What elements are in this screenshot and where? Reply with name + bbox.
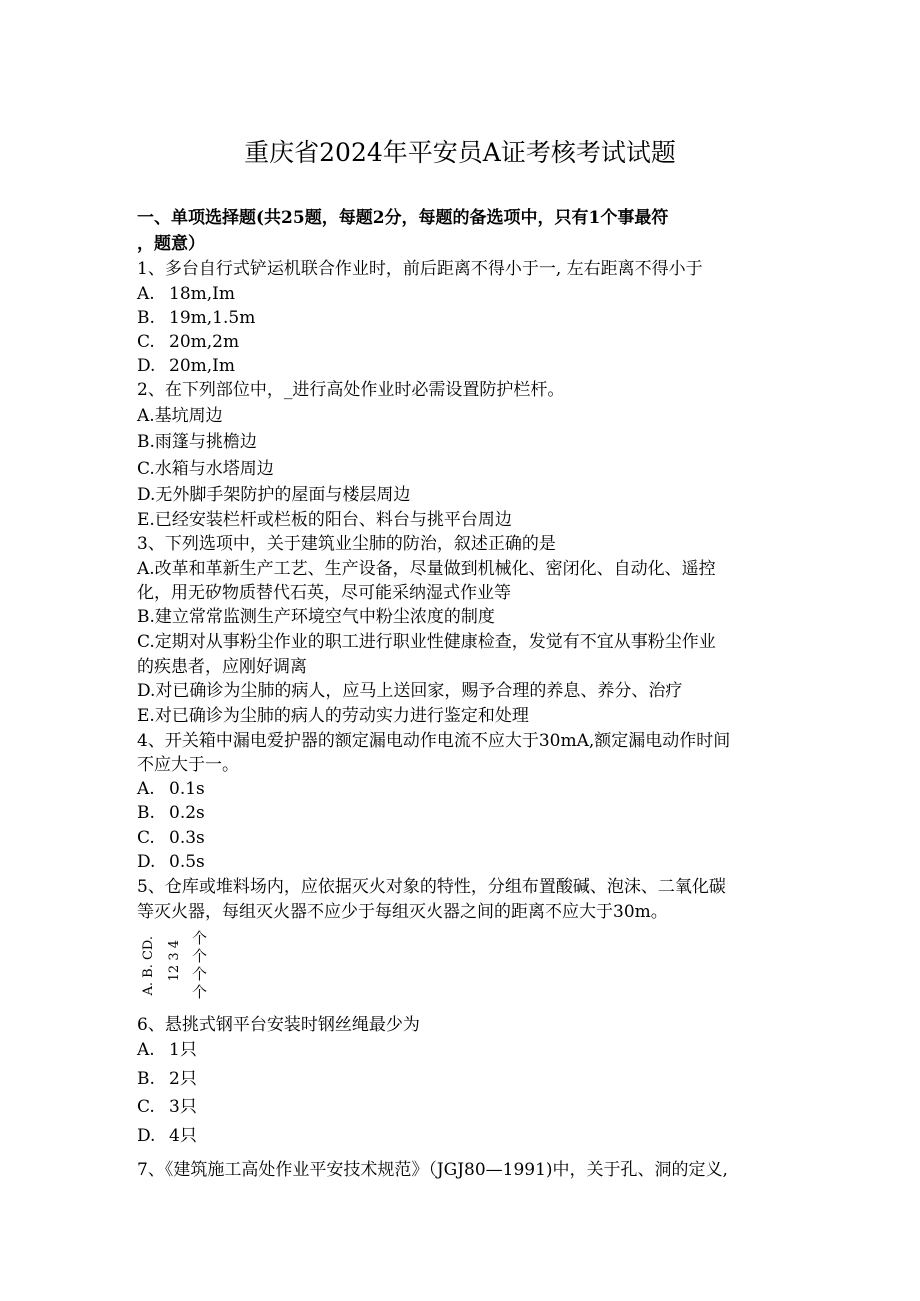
question-5-unit-4: 个: [192, 983, 208, 1001]
question-3-option-e: E.对已确诊为尘肺的病人的劳动实力进行鉴定和处理: [137, 706, 529, 726]
question-5-option-numbers: 12 3 4: [167, 940, 182, 982]
question-2-option-b: B.雨篷与挑檐边: [137, 432, 257, 452]
question-2-stem: 2、在下列部位中，_进行高处作业时必需设置防护栏杆。: [137, 380, 565, 400]
question-4-option-c: C. 0.3s: [137, 828, 205, 848]
question-7-stem: 7、《建筑施工高处作业平安技术规范》（JGJ80—1991)中，关于孔、洞的定义,: [137, 1160, 728, 1180]
question-4-stem-continued: 不应大于一。: [137, 755, 239, 775]
question-6-option-c: C. 3只: [137, 1097, 197, 1117]
question-1-option-d: D. 20m,Im: [137, 356, 235, 376]
question-6-stem: 6、悬挑式钢平台安装时钢丝绳最少为: [137, 1015, 420, 1035]
question-3-option-d: D.对已确诊为尘肺的病人，应马上送回家，赐予合理的养息、养分、治疗: [137, 681, 683, 701]
question-2-option-c: C.水箱与水塔周边: [137, 459, 274, 479]
question-3-option-b: B.建立常常监测生产环境空气中粉尘浓度的制度: [137, 607, 495, 627]
document-title: 重庆省2024年平安员A证考核考试试题: [244, 138, 676, 167]
section-heading-continued: ，题意）: [137, 234, 205, 254]
question-5-stem-continued: 等灭火器，每组灭火器不应少于每组灭火器之间的距离不应大于30m。: [137, 902, 668, 922]
question-3-stem: 3、下列选项中，关于建筑业尘肺的防治，叙述正确的是: [137, 534, 556, 554]
question-3-option-a: A.改革和革新生产工艺、生产设备，尽量做到机械化、密闭化、自动化、遥控: [137, 559, 716, 579]
question-5-rotated-options: [140, 930, 215, 1002]
question-5-unit-1: 个: [192, 929, 208, 947]
question-5-unit-2: 个: [192, 947, 208, 965]
question-5-unit-3: 个: [192, 965, 208, 983]
question-3-option-c-continued: 的疾患者，应刚好调离: [137, 657, 307, 677]
question-2-option-d: D.无外脚手架防护的屋面与楼层周边: [137, 485, 411, 505]
question-3-option-a-continued: 化，用无矽物质替代石英，尽可能采纳湿式作业等: [137, 583, 511, 603]
question-4-option-a: A. 0.1s: [137, 779, 205, 799]
section-heading: 一、单项选择题(共25题，每题2分，每题的备选项中，只有1个事最符: [137, 208, 669, 228]
question-1-option-b: B. 19m,1.5m: [137, 308, 256, 328]
question-6-option-b: B. 2只: [137, 1069, 197, 1089]
question-1-option-a: A. 18m,Im: [137, 284, 235, 304]
question-6-option-d: D. 4只: [137, 1126, 197, 1146]
question-6-option-a: A. 1只: [137, 1040, 197, 1060]
question-3-option-c: C.定期对从事粉尘作业的职工进行职业性健康检查，发觉有不宜从事粉尘作业: [137, 632, 716, 652]
question-5-option-labels: A. B. CD.: [141, 936, 156, 996]
question-2-option-e: E.已经安装栏杆或栏板的阳台、料台与挑平台周边: [137, 510, 512, 530]
question-4-stem: 4、开关箱中漏电爱护器的额定漏电动作电流不应大于30mA,额定漏电动作时间: [137, 731, 731, 751]
question-4-option-d: D. 0.5s: [137, 852, 205, 872]
question-1-option-c: C. 20m,2m: [137, 332, 240, 352]
question-1-stem: 1、多台自行式铲运机联合作业时，前后距离不得小于一, 左右距离不得小于: [137, 259, 703, 279]
question-2-option-a: A.基坑周边: [137, 406, 223, 426]
question-4-option-b: B. 0.2s: [137, 803, 205, 823]
question-5-stem: 5、仓库或堆料场内，应依据灭火对象的特性，分组布置酸碱、泡沫、二氧化碳: [137, 877, 726, 897]
